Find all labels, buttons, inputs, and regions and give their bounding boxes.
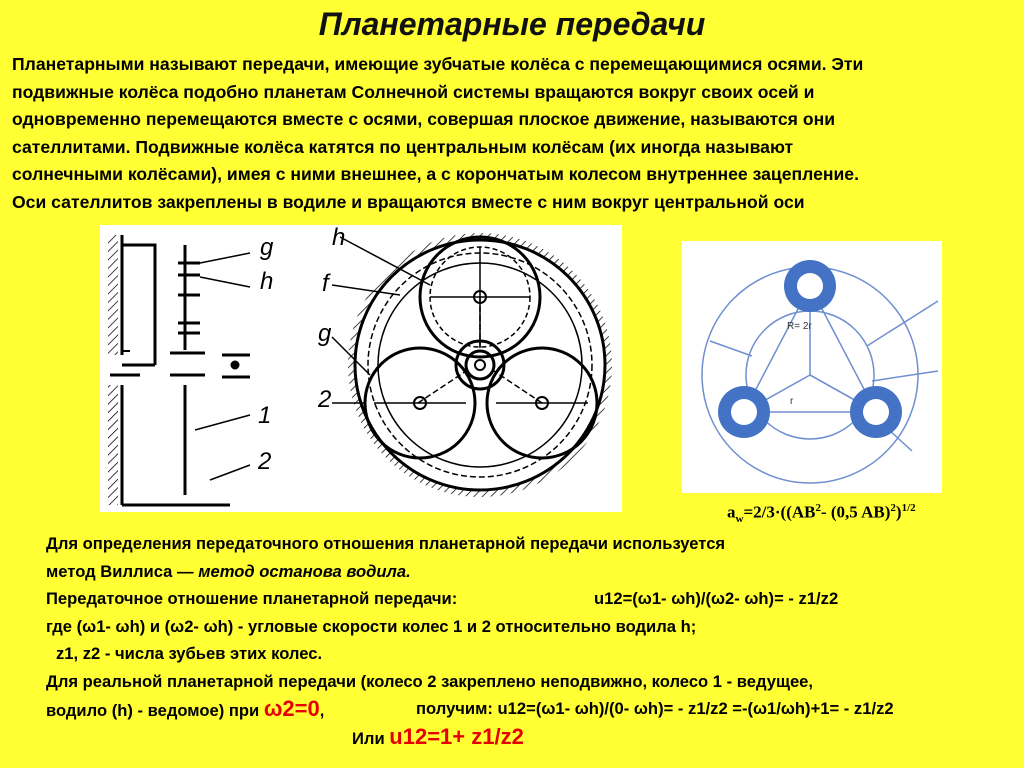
ratio-formula: u12=(ω1- ωh)/(ω2- ωh)= - z1/z2 (594, 589, 839, 608)
intro-line: сателлитами. Подвижные колёса катятся по центральным колёсам (их иногда называют (12, 136, 794, 157)
label-g-top: g (260, 234, 274, 261)
page-title: Планетарные передачи (318, 6, 706, 42)
label-f-gear: f (322, 270, 329, 297)
intro-line: одновременно перемещаются вместе с осями, совершая плоское движение, называются они (12, 109, 836, 129)
kinematic-scheme (108, 235, 250, 505)
label-1: 1 (258, 402, 272, 429)
label-small-r: r (790, 396, 794, 407)
intro-line: подвижные колёса подобно планетам Солнечной системы вращаются вокруг своих осей и (12, 81, 815, 102)
label-h-top: h (260, 268, 274, 295)
intro-line: Оси сателлитов закреплены в водиле и вращаются вместе с ним вокруг центральной оси (12, 191, 805, 212)
intro-line: Планетарными называют передачи, имеющие зубчатые колёса с перемещающимися осями. Эти (12, 54, 864, 74)
planetary-gear-svg (100, 225, 622, 512)
omega-zero: ω2=0 (263, 696, 320, 721)
result-formula: получим: u12=(ω1- ωh)/(0- ωh)= - z1/z2 =-(ω1/ωh)+1= - z1/z2 (416, 699, 894, 718)
body-line: метод Виллиса — метод останова водила. (46, 561, 411, 581)
body-line: Или u12=1+ z1/z2 (352, 723, 524, 749)
label-big-r: R= 2r (787, 321, 812, 332)
body-line: z1, z2 - числа зубьев этих колес. (56, 644, 323, 663)
center-distance-formula: $a_w=2/3\cdot((AB^2-$ (0,5 AB)$^2$)$^{1/2}$ (727, 502, 916, 526)
intro-line: солнечными колёсами), имея с ними внешнее, а с корончатым колесом внутреннее зацепление. (12, 164, 859, 184)
gear-assembly (332, 233, 612, 497)
satellite-geometry-drawing (682, 241, 942, 493)
label-2-left: 2 (258, 448, 272, 475)
intro-paragraph (12, 51, 1017, 216)
body-line: Для реальной планетарной передачи (колесо 2 закреплено неподвижно, колесо 1 - ведущее, (46, 671, 814, 691)
body-line: где (ω1- ωh) и (ω2- ωh) - угловые скорости колес 1 и 2 относительно водила h; (46, 616, 697, 636)
satellite-geometry-svg (682, 241, 942, 493)
body-line: водило (h) - ведомое) при ω2=0, получим: u12=(ω1- ωh)/(0- ωh)= - z1/z2 =-(ω1/ωh)+1= - z1/z2 (46, 696, 894, 721)
body-line: Для определения передаточного отношения планетарной передачи используется (46, 534, 726, 553)
label-h-gear: h (332, 225, 346, 251)
label-2-gear: 2 (318, 386, 332, 413)
final-ratio: u12=1+ z1/z2 (389, 723, 524, 749)
body-line: Передаточное отношение планетарной передачи: u12=(ω1- ωh)/(ω2- ωh)= - z1/z2 (46, 585, 1006, 613)
willis-method-text (46, 530, 1006, 750)
planetary-gear-drawing (100, 225, 622, 512)
label-g-gear: g (318, 320, 332, 347)
